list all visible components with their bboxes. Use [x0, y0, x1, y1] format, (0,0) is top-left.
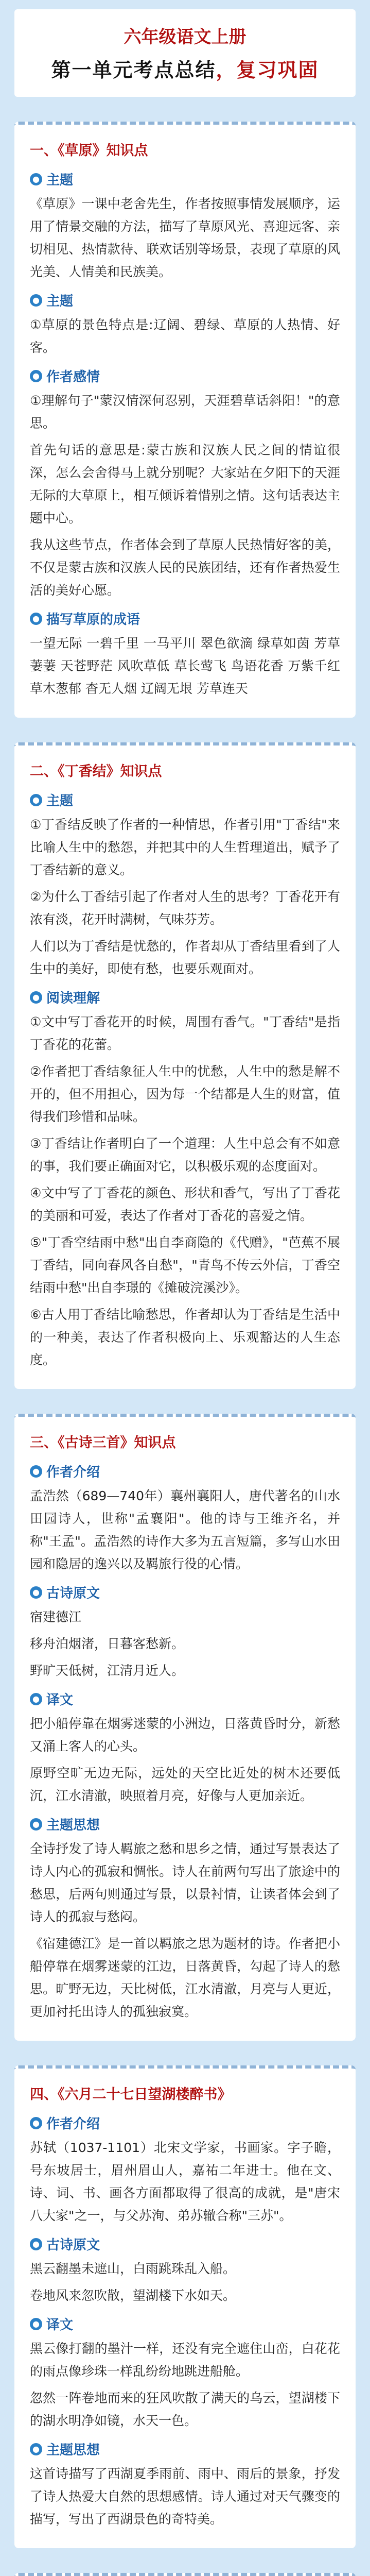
section-title: 一、《草原》知识点 [30, 143, 148, 159]
paragraph: 一望无际 一碧千里 一马平川 翠色欲滴 绿草如茵 芳草萋萋 天苍野茫 风吹草低 草长莺飞 鸟语花香 万紫千红 草木葱郁 杳无人烟 辽阔无垠 芳草连天 [30, 636, 340, 696]
paragraph: ①丁香结反映了作者的一种情思，作者引用"丁香结"来比喻人生中的愁怨，并把其中的人生哲理道出，赋予了丁香结新的意义。 [30, 817, 340, 877]
bullet-icon: ● [30, 991, 42, 1004]
subsection-heading [30, 790, 340, 809]
grade-title: 六年级语文上册 [124, 27, 246, 47]
bullet-icon: ● [30, 294, 42, 307]
subsection-heading [30, 2234, 340, 2253]
paragraph: ⑥古人用丁香结比喻愁思，作者却认为丁香结是生活中的一种美，表达了作者积极向上、乐观豁达的人生态度。 [30, 1307, 340, 1367]
paragraph: ④文中写了丁香花的颜色、形状和香气，写出了丁香花的美丽和可爱，表达了作者对丁香花的喜爱之情。 [30, 1185, 340, 1223]
page-header [14, 9, 356, 97]
subsection-heading [30, 2314, 340, 2333]
subsection-heading [30, 1815, 340, 1834]
paragraph: 移舟泊烟渚，日暮客愁新。 [30, 1636, 185, 1651]
section-title: 三、《古诗三首》知识点 [30, 1435, 176, 1451]
paragraph: ③丁香结让作者明白了一个道理：人生中总会有不如意的事，我们要正确面对它，以积极乐观的态度面对。 [30, 1136, 340, 1174]
subsection-heading [30, 170, 340, 189]
section-card [14, 2573, 356, 2576]
subsection-heading [30, 609, 340, 628]
subsection-heading-text: 译文 [46, 1692, 74, 1708]
bullet-icon: ● [30, 2443, 42, 2455]
bullet-icon: ● [30, 1818, 42, 1831]
unit-title [25, 54, 345, 82]
section-card [14, 122, 356, 718]
bullet-icon: ● [30, 1693, 42, 1705]
subsection-heading [30, 1583, 340, 1602]
paragraph: ②为什么丁香结引起了作者对人生的思考？丁香花开有浓有淡，花开时满树，气味芬芳。 [30, 889, 340, 927]
bullet-icon: ● [30, 2318, 42, 2330]
bullet-icon: ● [30, 613, 42, 625]
section-card [14, 1414, 356, 2041]
paragraph: 黑云像打翻的墨汁一样，还没有完全遮住山峦，白花花的雨点像珍珠一样乱纷纷地跳进船舱。 [30, 2341, 340, 2379]
paragraph: ①文中写丁香花开的时候，周围有香气。"丁香结"是指丁香花的花蕾。 [30, 1014, 340, 1052]
paragraph: 忽然一阵卷地而来的狂风吹散了满天的乌云，望湖楼下的湖水明净如镜，水天一色。 [30, 2391, 340, 2428]
bullet-icon: ● [30, 370, 42, 382]
bullet-icon: ● [30, 173, 42, 185]
paragraph: 卷地风来忽吹散，望湖楼下水如天。 [30, 2288, 236, 2303]
subsection-heading-text: 作者介绍 [46, 2116, 100, 2132]
subsection-heading [30, 1689, 340, 1708]
subsection-heading [30, 2113, 340, 2132]
subsection-heading [30, 2439, 340, 2459]
subsection-heading-text: 主题思想 [46, 1818, 100, 1833]
paragraph: 《草原》一课中老舍先生，作者按照事情发展顺序，运用了情景交融的方法，描写了草原风光、喜迎远客、亲切相见、热情款待、联欢话别等场景，表现了草原的风光美、人情美和民族美。 [30, 196, 340, 279]
paragraph: ⑤"丁香空结雨中愁"出自李商隐的《代赠》，"芭蕉不展丁香结，同向春风各自愁"，"青鸟不传云外信，丁香空结雨中愁"出自李璟的《摊破浣溪沙》。 [30, 1235, 340, 1295]
paragraph: 把小船停靠在烟雾迷蒙的小洲边，日落黄昏时分，新愁又涌上客人的心头。 [30, 1716, 340, 1754]
paragraph: 野旷天低树，江清月近人。 [30, 1663, 185, 1678]
paragraph: 苏轼（1037-1101）北宋文学家，书画家。字子瞻，号东坡居士，眉州眉山人，嘉祐二年进士。他在文、诗、词、书、画各方面都取得了很高的成就，是"唐宋八大家"之一，与父苏洵、弟苏辙合称"三苏"。 [30, 2140, 340, 2223]
subsection-heading-text: 主题思想 [46, 2443, 100, 2458]
paragraph: 孟浩然（689—740年）襄州襄阳人，唐代著名的山水田园诗人，世称"孟襄阳"。他的诗与王维齐名，并称"王孟"。孟浩然的诗作大多为五言短篇，多写山水田园和隐居的逸兴以及羁旅行役的心情。 [30, 1488, 340, 1571]
bullet-icon: ● [30, 2238, 42, 2250]
paragraph: 《宿建德江》是一首以羁旅之思为题材的诗。作者把小船停靠在烟雾迷蒙的江边，日落黄昏，勾起了诗人的愁思。旷野无边，天比树低，江水清澈，月亮与人更近，更加衬托出诗人的孤独寂寞。 [30, 1936, 340, 2019]
paragraph: 黑云翻墨未遮山，白雨跳珠乱入船。 [30, 2261, 236, 2276]
subsection-heading-text: 古诗原文 [46, 2238, 100, 2253]
unit-title-review: 复习巩固 [236, 59, 319, 81]
bullet-icon: ● [30, 794, 42, 806]
section-card [14, 2065, 356, 2548]
bullet-icon: ● [30, 2117, 42, 2129]
bullet-icon: ● [30, 1586, 42, 1599]
bullet-icon: ● [30, 1465, 42, 1478]
subsection-heading-text: 阅读理解 [46, 991, 100, 1006]
paragraph: 我从这些节点，作者体会到了草原人民热情好客的美，不仅是蒙古族和汉族人民的民族团结，还有作者热爱生活的美好心愿。 [30, 537, 340, 598]
subsection-heading [30, 1462, 340, 1481]
paragraph: 宿建德江 [30, 1609, 82, 1624]
subsection-heading-text: 主题 [46, 173, 74, 188]
paragraph: 这首诗描写了西湖夏季雨前、雨中、雨后的景象，抒发了诗人热爱大自然的思想感情。诗人通过对天气骤变的描写，写出了西湖景色的奇特美。 [30, 2466, 340, 2527]
section-title: 二、《丁香结》知识点 [30, 764, 162, 779]
unit-title-main: 第一单元考点总结 [51, 59, 216, 81]
paragraph: 人们以为丁香结是忧愁的，作者却从丁香结里看到了人生中的美好，即使有愁，也要乐观面对。 [30, 939, 340, 976]
paragraph: ①草原的景色特点是:辽阔、碧绿、草原的人热情、好客。 [30, 317, 340, 355]
subsection-heading-text: 描写草原的成语 [46, 612, 140, 628]
sections-container [0, 122, 370, 2576]
paragraph: ①理解句子"蒙汉情深何忍别，天涯碧草话斜阳！"的意思。 [30, 393, 340, 431]
subsection-heading-text: 作者感情 [46, 369, 100, 385]
paragraph: 首先句话的意思是:蒙古族和汉族人民之间的情谊很深，怎么会舍得马上就分别呢？大家站在夕阳下的天涯无际的大草原上，相互倾诉着惜别之情。这句话表达主题中心。 [30, 443, 340, 526]
subsection-heading-text: 古诗原文 [46, 1586, 100, 1601]
unit-title-separator: ， [216, 59, 237, 81]
subsection-heading-text: 译文 [46, 2317, 74, 2333]
paragraph: 全诗抒发了诗人羁旅之愁和思乡之情，通过写景表达了诗人内心的孤寂和惆怅。诗人在前两句写出了旅途中的愁思，后两句则通过写景，以景衬情，让读者体会到了诗人的孤寂与愁闷。 [30, 1841, 340, 1924]
subsection-heading-text: 主题 [46, 294, 74, 309]
section-title: 四、《六月二十七日望湖楼醉书》 [30, 2087, 232, 2103]
subsection-heading [30, 291, 340, 310]
subsection-heading-text: 作者介绍 [46, 1465, 100, 1480]
paragraph: 原野空旷无边无际，远处的天空比近处的树木还要低沉，江水清澈，映照着月亮，好像与人更加亲近。 [30, 1766, 340, 1803]
paragraph: ②作者把丁香结象征人生中的忧愁，人生中的愁是解不开的，但不用担心，因为每一个结都是人生的财富，值得我们珍惜和品味。 [30, 1064, 340, 1124]
subsection-heading-text: 主题 [46, 793, 74, 809]
section-card [14, 742, 356, 1389]
subsection-heading [30, 988, 340, 1007]
subsection-heading [30, 366, 340, 385]
